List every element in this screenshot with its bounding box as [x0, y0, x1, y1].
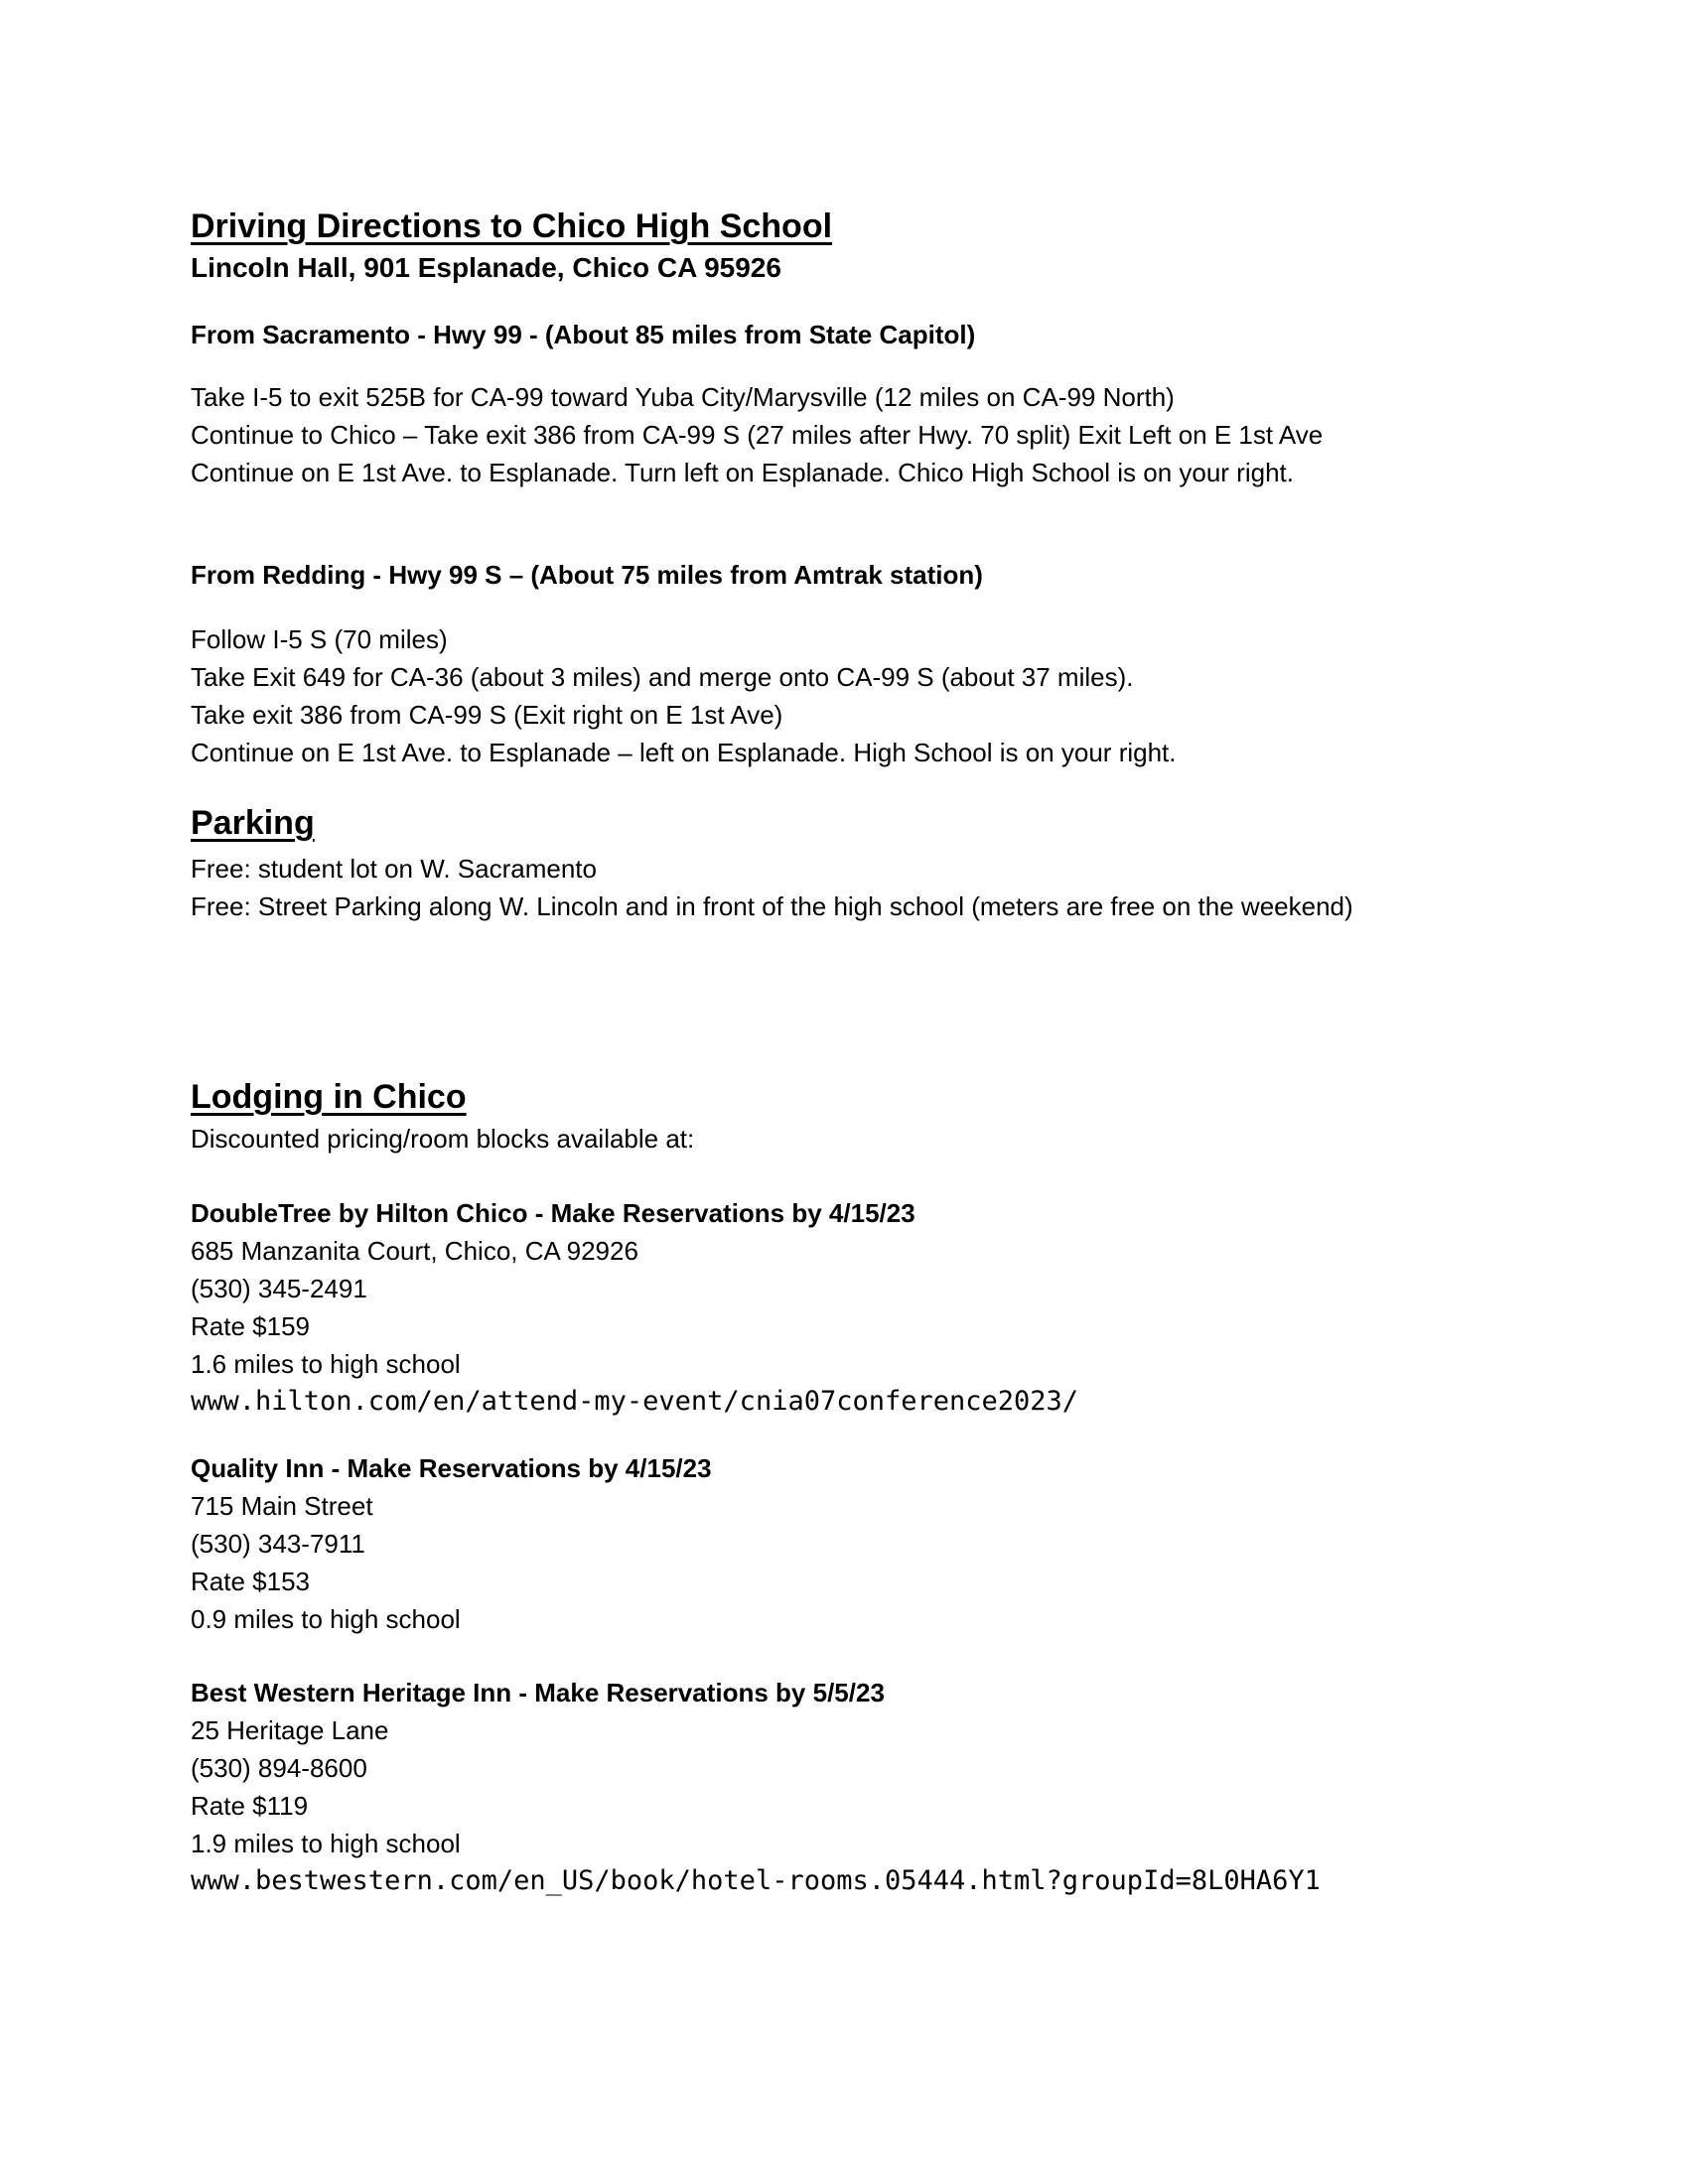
direction-step: Take exit 386 from CA-99 S (Exit right on E 1st Ave): [191, 700, 783, 730]
directions-redding-steps: [191, 620, 1688, 771]
directions-sacramento-steps: [191, 378, 1688, 491]
direction-step: Take Exit 649 for CA-36 (about 3 miles) and merge onto CA-99 S (about 37 miles).: [191, 662, 1134, 692]
page-subtitle: Lincoln Hall, 901 Esplanade, Chico CA 95926: [191, 252, 781, 283]
parking-item: Free: Street Parking along W. Lincoln and in front of the high school (meters are free on the weekend): [191, 891, 1353, 921]
direction-step: Take I-5 to exit 525B for CA-99 toward Yuba City/Marysville (12 miles on CA-99 North): [191, 382, 1175, 412]
lodging-heading: [191, 1074, 1688, 1120]
hotel-address: 685 Manzanita Court, Chico, CA 92926: [191, 1236, 638, 1266]
hotel-phone: (530) 894-8600: [191, 1753, 367, 1783]
hotel-block-quality-inn: [191, 1449, 1688, 1638]
hotel-distance: 1.9 miles to high school: [191, 1829, 461, 1858]
hotel-url: www.bestwestern.com/en_US/book/hotel-rooms.05444.html?groupId=8L0HA6Y1: [191, 1865, 1321, 1896]
hotel-phone: (530) 345-2491: [191, 1274, 367, 1303]
hotel-phone: (530) 343-7911: [191, 1529, 365, 1559]
page-title: [191, 204, 1688, 249]
parking-heading: [191, 800, 1688, 846]
hotel-name: Best Western Heritage Inn - Make Reservations by 5/5/23: [191, 1678, 885, 1707]
lodging-intro: Discounted pricing/room blocks available at:: [191, 1124, 695, 1154]
hotel-block-doubletree: [191, 1194, 1688, 1421]
hotel-address: 25 Heritage Lane: [191, 1715, 389, 1745]
hotel-address: 715 Main Street: [191, 1491, 373, 1521]
direction-step: Follow I-5 S (70 miles): [191, 624, 448, 654]
hotel-name: DoubleTree by Hilton Chico - Make Reservations by 4/15/23: [191, 1198, 915, 1228]
hotel-name: Quality Inn - Make Reservations by 4/15/23: [191, 1453, 712, 1483]
direction-step: Continue to Chico – Take exit 386 from CA-99 S (27 miles after Hwy. 70 split) Exit Left on E 1st Ave: [191, 420, 1324, 450]
page-title-text: Driving Directions to Chico High School: [191, 207, 833, 245]
lodging-heading-text: Lodging in Chico: [191, 1078, 467, 1116]
direction-step: Continue on E 1st Ave. to Esplanade. Turn left on Esplanade. Chico High School is on your right.: [191, 458, 1294, 487]
parking-items: [191, 850, 1688, 925]
hotel-block-best-western: [191, 1674, 1688, 1900]
hotel-rate: Rate $153: [191, 1567, 310, 1596]
section-heading-from-sacramento: From Sacramento - Hwy 99 - (About 85 miles from State Capitol): [191, 320, 976, 349]
hotel-rate: Rate $159: [191, 1311, 310, 1341]
section-heading-from-redding: From Redding - Hwy 99 S – (About 75 miles from Amtrak station): [191, 560, 983, 590]
hotel-distance: 1.6 miles to high school: [191, 1349, 461, 1379]
hotel-rate: Rate $119: [191, 1791, 309, 1821]
hotel-url: www.hilton.com/en/attend-my-event/cnia07conference2023/: [191, 1386, 1079, 1417]
parking-item: Free: student lot on W. Sacramento: [191, 854, 597, 884]
hotel-distance: 0.9 miles to high school: [191, 1604, 461, 1634]
direction-step: Continue on E 1st Ave. to Esplanade – left on Esplanade. High School is on your right.: [191, 738, 1177, 767]
parking-heading-text: Parking: [191, 804, 315, 842]
